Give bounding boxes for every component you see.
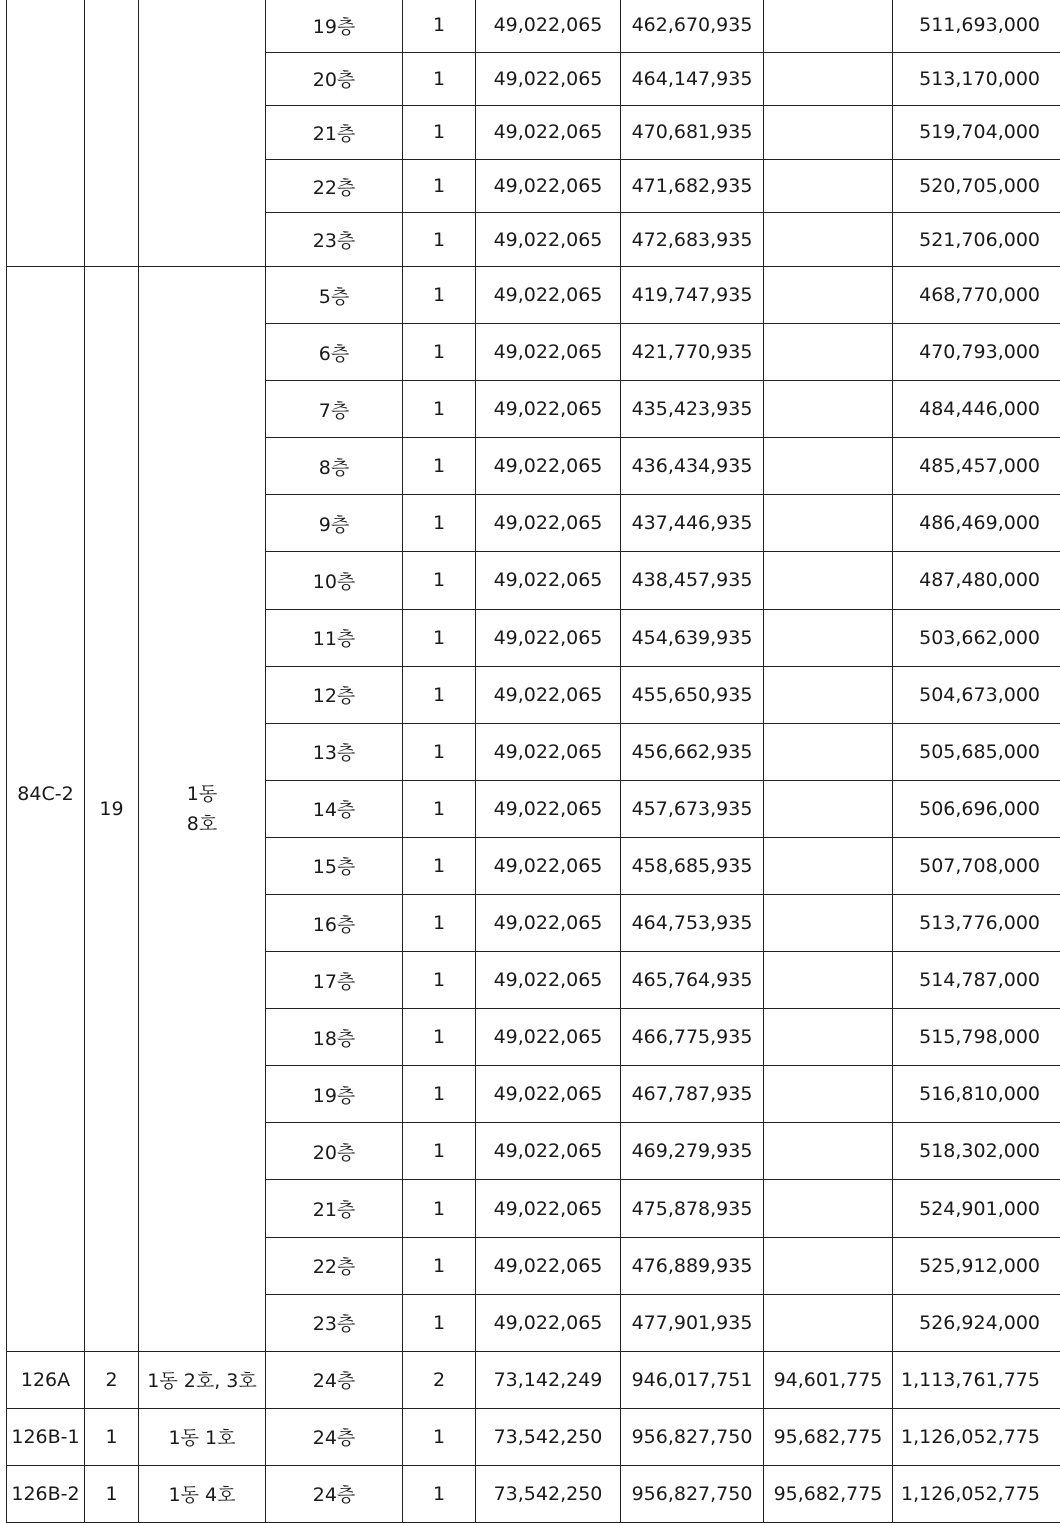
type-cell: 126B-2 [7, 1465, 85, 1522]
total-price-cell: 519,704,000 [893, 106, 1060, 160]
building-price-cell: 956,827,750 [621, 1408, 764, 1465]
building-price-cell: 437,446,935 [621, 495, 764, 552]
building-price-cell: 458,685,935 [621, 837, 764, 894]
land-price-cell: 49,022,065 [476, 1066, 621, 1123]
land-price-cell: 49,022,065 [476, 723, 621, 780]
land-price-cell: 49,022,065 [476, 52, 621, 106]
vat-cell [764, 552, 893, 609]
vat-cell [764, 1294, 893, 1351]
count-cell: 1 [403, 666, 476, 723]
total-price-cell: 468,770,000 [893, 266, 1060, 323]
count-cell: 1 [403, 1294, 476, 1351]
total-price-cell: 526,924,000 [893, 1294, 1060, 1351]
land-price-cell: 49,022,065 [476, 895, 621, 952]
building-price-cell: 455,650,935 [621, 666, 764, 723]
dong-label: 1동 [139, 779, 265, 809]
vat-cell [764, 952, 893, 1009]
vat-cell [764, 266, 893, 323]
unit-location-cell: 1동 1호 [139, 1408, 266, 1465]
vat-cell: 95,682,775 [764, 1465, 893, 1522]
land-price-cell: 49,022,065 [476, 1009, 621, 1066]
vat-cell [764, 666, 893, 723]
table-row [7, 1465, 1060, 1522]
building-price-cell: 470,681,935 [621, 106, 764, 160]
total-price-cell: 1,126,052,775 [893, 1465, 1060, 1522]
total-price-cell: 1,113,761,775 [893, 1351, 1060, 1408]
units-cell: 2 [85, 1351, 139, 1408]
floor-cell: 7층 [266, 381, 403, 438]
count-cell: 1 [403, 1465, 476, 1522]
units-cell: 19 [85, 266, 139, 1351]
floor-cell: 10층 [266, 552, 403, 609]
count-cell: 1 [403, 952, 476, 1009]
floor-cell: 14층 [266, 780, 403, 837]
land-price-cell: 49,022,065 [476, 266, 621, 323]
count-cell: 1 [403, 495, 476, 552]
land-price-cell: 49,022,065 [476, 666, 621, 723]
floor-cell: 12층 [266, 666, 403, 723]
units-cell: 1 [85, 1465, 139, 1522]
price-table-body [7, 0, 1060, 1523]
total-price-cell: 525,912,000 [893, 1237, 1060, 1294]
total-price-cell: 506,696,000 [893, 780, 1060, 837]
building-price-cell: 421,770,935 [621, 324, 764, 381]
vat-cell [764, 495, 893, 552]
total-price-cell: 1,126,052,775 [893, 1408, 1060, 1465]
land-price-cell: 49,022,065 [476, 952, 621, 1009]
building-price-cell: 456,662,935 [621, 723, 764, 780]
vat-cell [764, 1066, 893, 1123]
units-cell: 1 [85, 1408, 139, 1465]
land-price-cell: 49,022,065 [476, 0, 621, 52]
total-price-cell: 487,480,000 [893, 552, 1060, 609]
building-price-cell: 466,775,935 [621, 1009, 764, 1066]
count-cell: 1 [403, 438, 476, 495]
vat-cell [764, 438, 893, 495]
vat-cell [764, 106, 893, 160]
vat-cell [764, 1009, 893, 1066]
land-price-cell: 49,022,065 [476, 1237, 621, 1294]
floor-cell: 22층 [266, 1237, 403, 1294]
count-cell: 1 [403, 1408, 476, 1465]
building-price-cell: 946,017,751 [621, 1351, 764, 1408]
total-price-cell: 515,798,000 [893, 1009, 1060, 1066]
count-cell: 1 [403, 1009, 476, 1066]
building-price-cell: 462,670,935 [621, 0, 764, 52]
land-price-cell: 49,022,065 [476, 1123, 621, 1180]
floor-cell: 18층 [266, 1009, 403, 1066]
floor-cell: 24층 [266, 1465, 403, 1522]
land-price-cell: 73,542,250 [476, 1408, 621, 1465]
vat-cell [764, 895, 893, 952]
total-price-cell: 513,170,000 [893, 52, 1060, 106]
vat-cell [764, 159, 893, 213]
vat-cell: 94,601,775 [764, 1351, 893, 1408]
floor-cell: 21층 [266, 106, 403, 160]
count-cell: 1 [403, 159, 476, 213]
vat-cell [764, 609, 893, 666]
building-price-cell: 469,279,935 [621, 1123, 764, 1180]
count-cell: 1 [403, 895, 476, 952]
unit-location-cell [139, 266, 266, 1351]
table-row [7, 0, 1060, 52]
land-price-cell: 73,542,250 [476, 1465, 621, 1522]
floor-cell: 9층 [266, 495, 403, 552]
building-price-cell: 465,764,935 [621, 952, 764, 1009]
floor-cell: 17층 [266, 952, 403, 1009]
building-price-cell: 419,747,935 [621, 266, 764, 323]
building-price-cell: 464,147,935 [621, 52, 764, 106]
total-price-cell: 513,776,000 [893, 895, 1060, 952]
total-price-cell: 507,708,000 [893, 837, 1060, 894]
table-row [7, 1351, 1060, 1408]
building-price-cell: 471,682,935 [621, 159, 764, 213]
total-price-cell: 503,662,000 [893, 609, 1060, 666]
floor-cell: 8층 [266, 438, 403, 495]
count-cell: 1 [403, 1066, 476, 1123]
land-price-cell: 49,022,065 [476, 780, 621, 837]
floor-cell: 13층 [266, 723, 403, 780]
land-price-cell: 49,022,065 [476, 495, 621, 552]
floor-cell: 24층 [266, 1408, 403, 1465]
floor-cell: 22층 [266, 159, 403, 213]
building-price-cell: 464,753,935 [621, 895, 764, 952]
floor-cell: 11층 [266, 609, 403, 666]
building-price-cell: 475,878,935 [621, 1180, 764, 1237]
count-cell: 1 [403, 552, 476, 609]
floor-cell: 24층 [266, 1351, 403, 1408]
land-price-cell: 49,022,065 [476, 837, 621, 894]
vat-cell [764, 213, 893, 267]
count-cell: 1 [403, 0, 476, 52]
land-price-cell: 49,022,065 [476, 106, 621, 160]
total-price-cell: 518,302,000 [893, 1123, 1060, 1180]
land-price-cell: 49,022,065 [476, 1180, 621, 1237]
building-price-cell: 472,683,935 [621, 213, 764, 267]
unit-location-cell: 1동 4호 [139, 1465, 266, 1522]
table-row [7, 266, 1060, 323]
land-price-cell: 49,022,065 [476, 213, 621, 267]
total-price-cell: 484,446,000 [893, 381, 1060, 438]
land-price-cell: 49,022,065 [476, 552, 621, 609]
total-price-cell: 516,810,000 [893, 1066, 1060, 1123]
vat-cell [764, 837, 893, 894]
vat-cell [764, 1180, 893, 1237]
total-price-cell: 520,705,000 [893, 159, 1060, 213]
count-cell: 1 [403, 1237, 476, 1294]
floor-cell: 15층 [266, 837, 403, 894]
vat-cell [764, 324, 893, 381]
count-cell: 1 [403, 52, 476, 106]
total-price-cell: 504,673,000 [893, 666, 1060, 723]
count-cell: 2 [403, 1351, 476, 1408]
floor-cell: 23층 [266, 213, 403, 267]
count-cell: 1 [403, 837, 476, 894]
unit-location-cell [139, 0, 266, 266]
vat-cell [764, 1237, 893, 1294]
total-price-cell: 485,457,000 [893, 438, 1060, 495]
count-cell: 1 [403, 381, 476, 438]
total-price-cell: 521,706,000 [893, 213, 1060, 267]
floor-cell: 5층 [266, 266, 403, 323]
vat-cell [764, 723, 893, 780]
land-price-cell: 49,022,065 [476, 324, 621, 381]
floor-cell: 16층 [266, 895, 403, 952]
count-cell: 1 [403, 266, 476, 323]
vat-cell [764, 1123, 893, 1180]
building-price-cell: 454,639,935 [621, 609, 764, 666]
land-price-cell: 49,022,065 [476, 381, 621, 438]
vat-cell [764, 0, 893, 52]
floor-cell: 6층 [266, 324, 403, 381]
count-cell: 1 [403, 780, 476, 837]
count-cell: 1 [403, 1180, 476, 1237]
type-cell: 84C-2 [7, 266, 85, 1351]
count-cell: 1 [403, 609, 476, 666]
ho-label: 8호 [139, 809, 265, 839]
building-price-cell: 457,673,935 [621, 780, 764, 837]
vat-cell [764, 780, 893, 837]
vat-cell: 95,682,775 [764, 1408, 893, 1465]
land-price-cell: 49,022,065 [476, 438, 621, 495]
count-cell: 1 [403, 324, 476, 381]
land-price-cell: 49,022,065 [476, 1294, 621, 1351]
building-price-cell: 467,787,935 [621, 1066, 764, 1123]
total-price-cell: 511,693,000 [893, 0, 1060, 52]
total-price-cell: 505,685,000 [893, 723, 1060, 780]
type-cell: 126A [7, 1351, 85, 1408]
count-cell: 1 [403, 213, 476, 267]
total-price-cell: 524,901,000 [893, 1180, 1060, 1237]
vat-cell [764, 381, 893, 438]
building-price-cell: 956,827,750 [621, 1465, 764, 1522]
floor-cell: 23층 [266, 1294, 403, 1351]
total-price-cell: 470,793,000 [893, 324, 1060, 381]
units-cell [85, 0, 139, 266]
building-price-cell: 435,423,935 [621, 381, 764, 438]
count-cell: 1 [403, 1123, 476, 1180]
floor-cell: 20층 [266, 52, 403, 106]
building-price-cell: 477,901,935 [621, 1294, 764, 1351]
type-cell [7, 0, 85, 266]
floor-cell: 19층 [266, 1066, 403, 1123]
building-price-cell: 438,457,935 [621, 552, 764, 609]
count-cell: 1 [403, 106, 476, 160]
floor-cell: 19층 [266, 0, 403, 52]
land-price-cell: 73,142,249 [476, 1351, 621, 1408]
building-price-cell: 476,889,935 [621, 1237, 764, 1294]
total-price-cell: 514,787,000 [893, 952, 1060, 1009]
vat-cell [764, 52, 893, 106]
land-price-cell: 49,022,065 [476, 159, 621, 213]
floor-cell: 21층 [266, 1180, 403, 1237]
price-table [6, 0, 1060, 1523]
total-price-cell: 486,469,000 [893, 495, 1060, 552]
count-cell: 1 [403, 723, 476, 780]
type-cell: 126B-1 [7, 1408, 85, 1465]
building-price-cell: 436,434,935 [621, 438, 764, 495]
land-price-cell: 49,022,065 [476, 609, 621, 666]
unit-location-cell: 1동 2호, 3호 [139, 1351, 266, 1408]
floor-cell: 20층 [266, 1123, 403, 1180]
table-row [7, 1408, 1060, 1465]
